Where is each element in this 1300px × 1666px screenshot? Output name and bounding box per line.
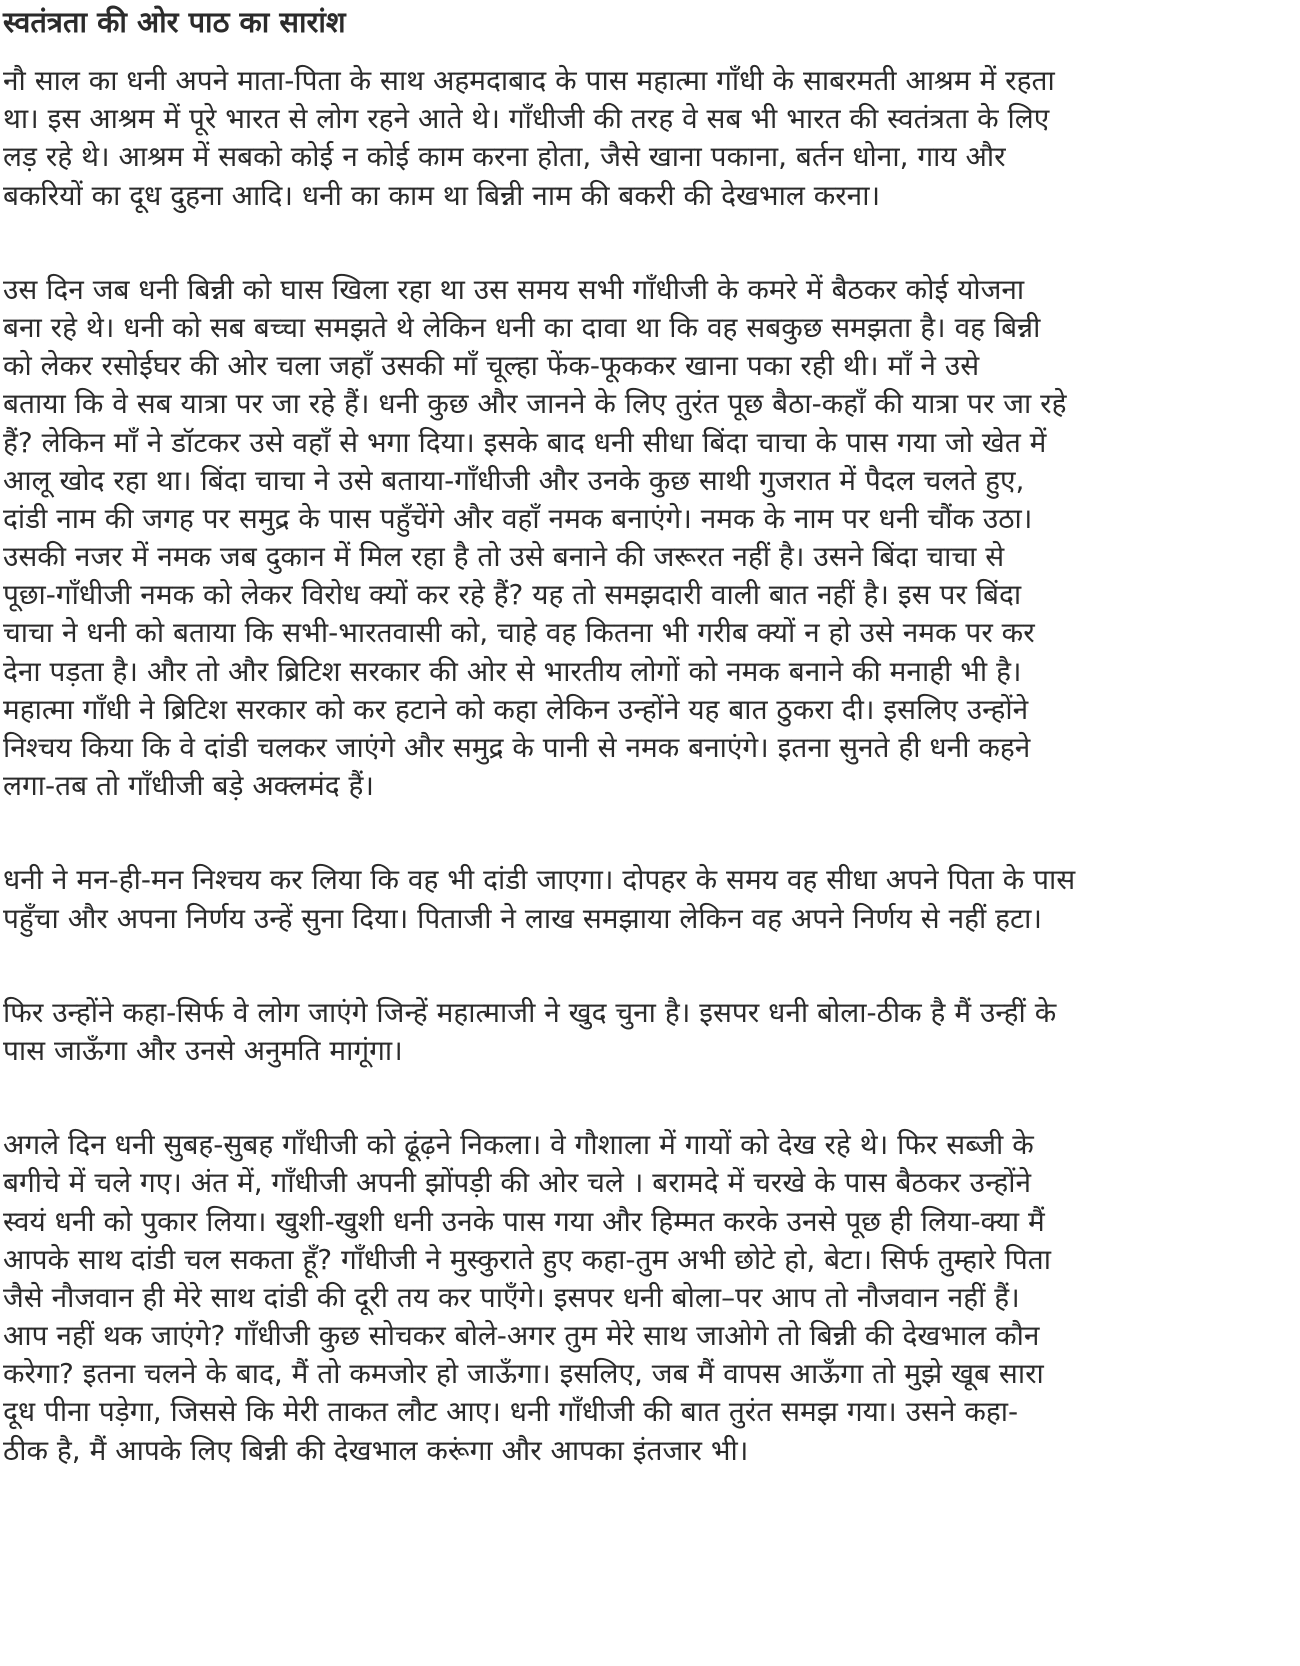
text-line: चाचा ने धनी को बताया कि सभी-भारतवासी को, चाहे वह कितना भी गरीब क्यों न हो उसे नमक पर कर xyxy=(3,616,1035,650)
page-title: स्वतंत्रता की ओर पाठ का सारांश xyxy=(3,5,346,39)
paragraph xyxy=(3,1126,1300,1470)
text-line: अगले दिन धनी सुबह-सुबह गाँधीजी को ढूंढ़ने निकला। वे गौशाला में गायों को देख रहे थे। फिर सब्जी के xyxy=(3,1128,1034,1162)
text-line: स्वयं धनी को पुकार लिया। खुशी-खुशी धनी उनके पास गया और हिम्मत करके उनसे पूछ ही लिया-क्या मैं xyxy=(3,1204,1045,1238)
text-line: जैसे नौजवान ही मेरे साथ दांडी की दूरी तय कर पाएँगे। इसपर धनी बोला–पर आप तो नौजवान नहीं हैं। xyxy=(3,1280,1020,1314)
text-line: हैं? लेकिन माँ ने डॉटकर उसे वहाँ से भगा दिया। इसके बाद धनी सीधा बिंदा चाचा के पास गया जो खेत में xyxy=(3,425,1047,459)
text-line: उसकी नजर में नमक जब दुकान में मिल रहा है तो उसे बनाने की जरूरत नहीं है। उसने बिंदा चाचा से xyxy=(3,540,1005,574)
text-line: पास जाऊँगा और उनसे अनुमति मागूंगा। xyxy=(3,1033,403,1067)
text-line: बगीचे में चले गए। अंत में, गाँधीजी अपनी झोंपड़ी की ओर चले । बरामदे में चरखे के पास बैठकर उन्होंने xyxy=(3,1166,1032,1200)
text-line: नौ साल का धनी अपने माता-पिता के साथ अहमदाबाद के पास महात्मा गाँधी के साबरमती आश्रम में रहता xyxy=(3,64,1055,97)
text-line: को लेकर रसोईघर की ओर चला जहाँ उसकी माँ चूल्हा फेंक-फूककर खाना पका रही थी। माँ ने उसे xyxy=(3,349,980,383)
text-line: ठीक है, मैं आपके लिए बिन्नी की देखभाल करूंगा और आपका इंतजार भी। xyxy=(3,1433,749,1467)
paragraph xyxy=(3,62,1300,215)
text-line: आप नहीं थक जाएंगे? गाँधीजी कुछ सोचकर बोले-अगर तुम मेरे साथ जाओगे तो बिन्नी की देखभाल कौन xyxy=(3,1319,1040,1353)
text-line: देना पड़ता है। और तो और ब्रिटिश सरकार की ओर से भारतीय लोगों को नमक बनाने की मनाही भी है। xyxy=(3,654,1022,688)
text-line: बकरियों का दूध दुहना आदि। धनी का काम था बिन्नी नाम की बकरी की देखभाल करना। xyxy=(3,178,881,212)
text-line: करेगा? इतना चलने के बाद, मैं तो कमजोर हो जाऊँगा। इसलिए, जब मैं वापस आऊँगा तो मुझे खूब सारा xyxy=(3,1357,1044,1391)
text-line: आपके साथ दांडी चल सकता हूँ? गाँधीजी ने मुस्कुराते हुए कहा-तुम अभी छोटे हो, बेटा। सिर्फ तुम्हारे पिता xyxy=(3,1242,1051,1276)
text-line: बताया कि वे सब यात्रा पर जा रहे हैं। धनी कुछ और जानने के लिए तुरंत पूछ बैठा-कहाँ की यात्रा पर जा रहे xyxy=(3,387,1067,421)
text-line: उस दिन जब धनी बिन्नी को घास खिला रहा था उस समय सभी गाँधीजी के कमरे में बैठकर कोई योजना xyxy=(3,272,1025,306)
paragraph xyxy=(3,861,1300,937)
text-line: पहुँचा और अपना निर्णय उन्हें सुना दिया। पिताजी ने लाख समझाया लेकिन वह अपने निर्णय से नहीं हटा। xyxy=(3,901,1043,935)
paragraph xyxy=(3,994,1300,1070)
text-line: दांडी नाम की जगह पर समुद्र के पास पहुँचेंगे और वहाँ नमक बनाएंगे। नमक के नाम पर धनी चौंक उठा। xyxy=(3,501,1033,535)
document-body xyxy=(3,62,1300,1470)
text-line: आलू खोद रहा था। बिंदा चाचा ने उसे बताया-गाँधीजी और उनके कुछ साथी गुजरात में पैदल चलते हुए, xyxy=(3,463,1025,497)
text-line: लगा-तब तो गाँधीजी बड़े अक्लमंद हैं। xyxy=(3,769,374,803)
text-line: निश्चय किया कि वे दांडी चलकर जाएंगे और समुद्र के पानी से नमक बनाएंगे। इतना सुनते ही धनी कहने xyxy=(3,731,1031,764)
text-line: दूध पीना पड़ेगा, जिससे कि मेरी ताकत लौट आए। धनी गाँधीजी की बात तुरंत समझ गया। उसने कहा- xyxy=(3,1395,1019,1429)
paragraph xyxy=(3,271,1300,806)
text-line: था। इस आश्रम में पूरे भारत से लोग रहने आते थे। गाँधीजी की तरह वे सब भी भारत की स्वतंत्रता के लिए xyxy=(3,102,1050,136)
text-line: महात्मा गाँधी ने ब्रिटिश सरकार को कर हटाने को कहा लेकिन उन्होंने यह बात ठुकरा दी। इसलिए उन्होंने xyxy=(3,692,1029,726)
text-line: फिर उन्होंने कहा-सिर्फ वे लोग जाएंगे जिन्हें महात्माजी ने खुद चुना है। इसपर धनी बोला-ठीक है मैं उन्हीं के xyxy=(3,995,1057,1029)
text-line: धनी ने मन-ही-मन निश्चय कर लिया कि वह भी दांडी जाएगा। दोपहर के समय वह सीधा अपने पिता के पास xyxy=(3,863,1076,897)
text-line: बना रहे थे। धनी को सब बच्चा समझते थे लेकिन धनी का दावा था कि वह सबकुछ समझता है। वह बिन्नी xyxy=(3,310,1041,344)
text-line: लड़ रहे थे। आश्रम में सबको कोई न कोई काम करना होता, जैसे खाना पकाना, बर्तन धोना, गाय और xyxy=(3,140,1006,174)
text-line: पूछा-गाँधीजी नमक को लेकर विरोध क्यों कर रहे हैं? यह तो समझदारी वाली बात नहीं है। इस पर बिंदा xyxy=(3,578,1022,612)
